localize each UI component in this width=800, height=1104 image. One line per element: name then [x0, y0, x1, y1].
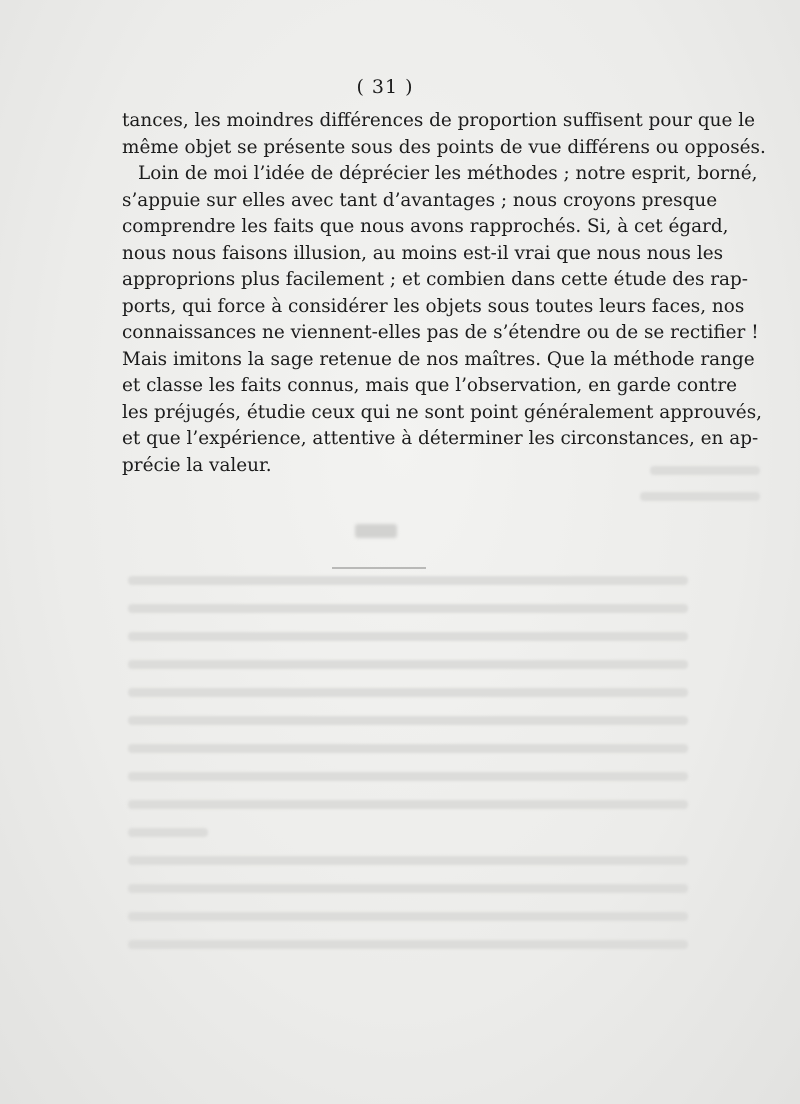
text-line: connaissances ne viennent-elles pas de s’étendre ou de se rectifier ! — [122, 322, 759, 343]
bleed-line-mark — [128, 660, 688, 669]
text-line: même objet se présente sous des points de vue différens ou opposés. — [122, 136, 766, 158]
bleed-line-mark — [128, 912, 688, 921]
text-line: et classe les faits connus, mais que l’observation, en garde contre — [122, 375, 737, 396]
bleed-line-mark — [128, 828, 208, 837]
text-line: nous nous faisons illusion, au moins est-il vrai que nous nous les — [122, 242, 724, 264]
bleed-line-mark — [128, 716, 688, 725]
bleed-heading-mark — [355, 524, 397, 538]
bleed-rule-mark — [332, 567, 426, 569]
text-line: tances, les moindres différences de proportion suffisent pour que le — [122, 110, 755, 131]
bleed-line-mark — [128, 884, 688, 893]
text-line: s’appuie sur elles avec tant d’avantages ; nous croyons presque — [122, 189, 718, 211]
bleed-line-mark — [128, 632, 688, 641]
text-line: approprions plus facilement ; et combien dans cette étude des rap- — [122, 269, 748, 290]
text-line: comprendre les faits que nous avons rapprochés. Si, à cet égard, — [122, 216, 729, 237]
text-line: précie la valeur. — [122, 454, 272, 476]
text-line: Mais imitons la sage retenue de nos maîtres. Que la méthode range — [122, 348, 755, 370]
bleed-line-mark — [640, 492, 760, 501]
body-text — [122, 108, 766, 479]
bleed-line-mark — [128, 744, 688, 753]
bleed-line-mark — [128, 772, 688, 781]
page-number: ( 31 ) — [356, 76, 414, 98]
bleed-line-mark — [128, 604, 688, 613]
text-line: les préjugés, étudie ceux qui ne sont point généralement approuvés, — [122, 401, 762, 423]
bleed-line-mark — [128, 576, 688, 585]
text-line: ports, qui force à considérer les objets sous toutes leurs faces, nos — [122, 295, 745, 317]
text-line: Loin de moi l’idée de déprécier les méthodes ; notre esprit, borné, — [138, 163, 758, 184]
bleed-line-mark — [128, 688, 688, 697]
text-line: et que l’expérience, attentive à déterminer les circonstances, en ap- — [122, 428, 759, 449]
bleed-line-mark — [128, 856, 688, 865]
bleed-line-mark — [128, 800, 688, 809]
bleed-line-mark — [128, 940, 688, 949]
